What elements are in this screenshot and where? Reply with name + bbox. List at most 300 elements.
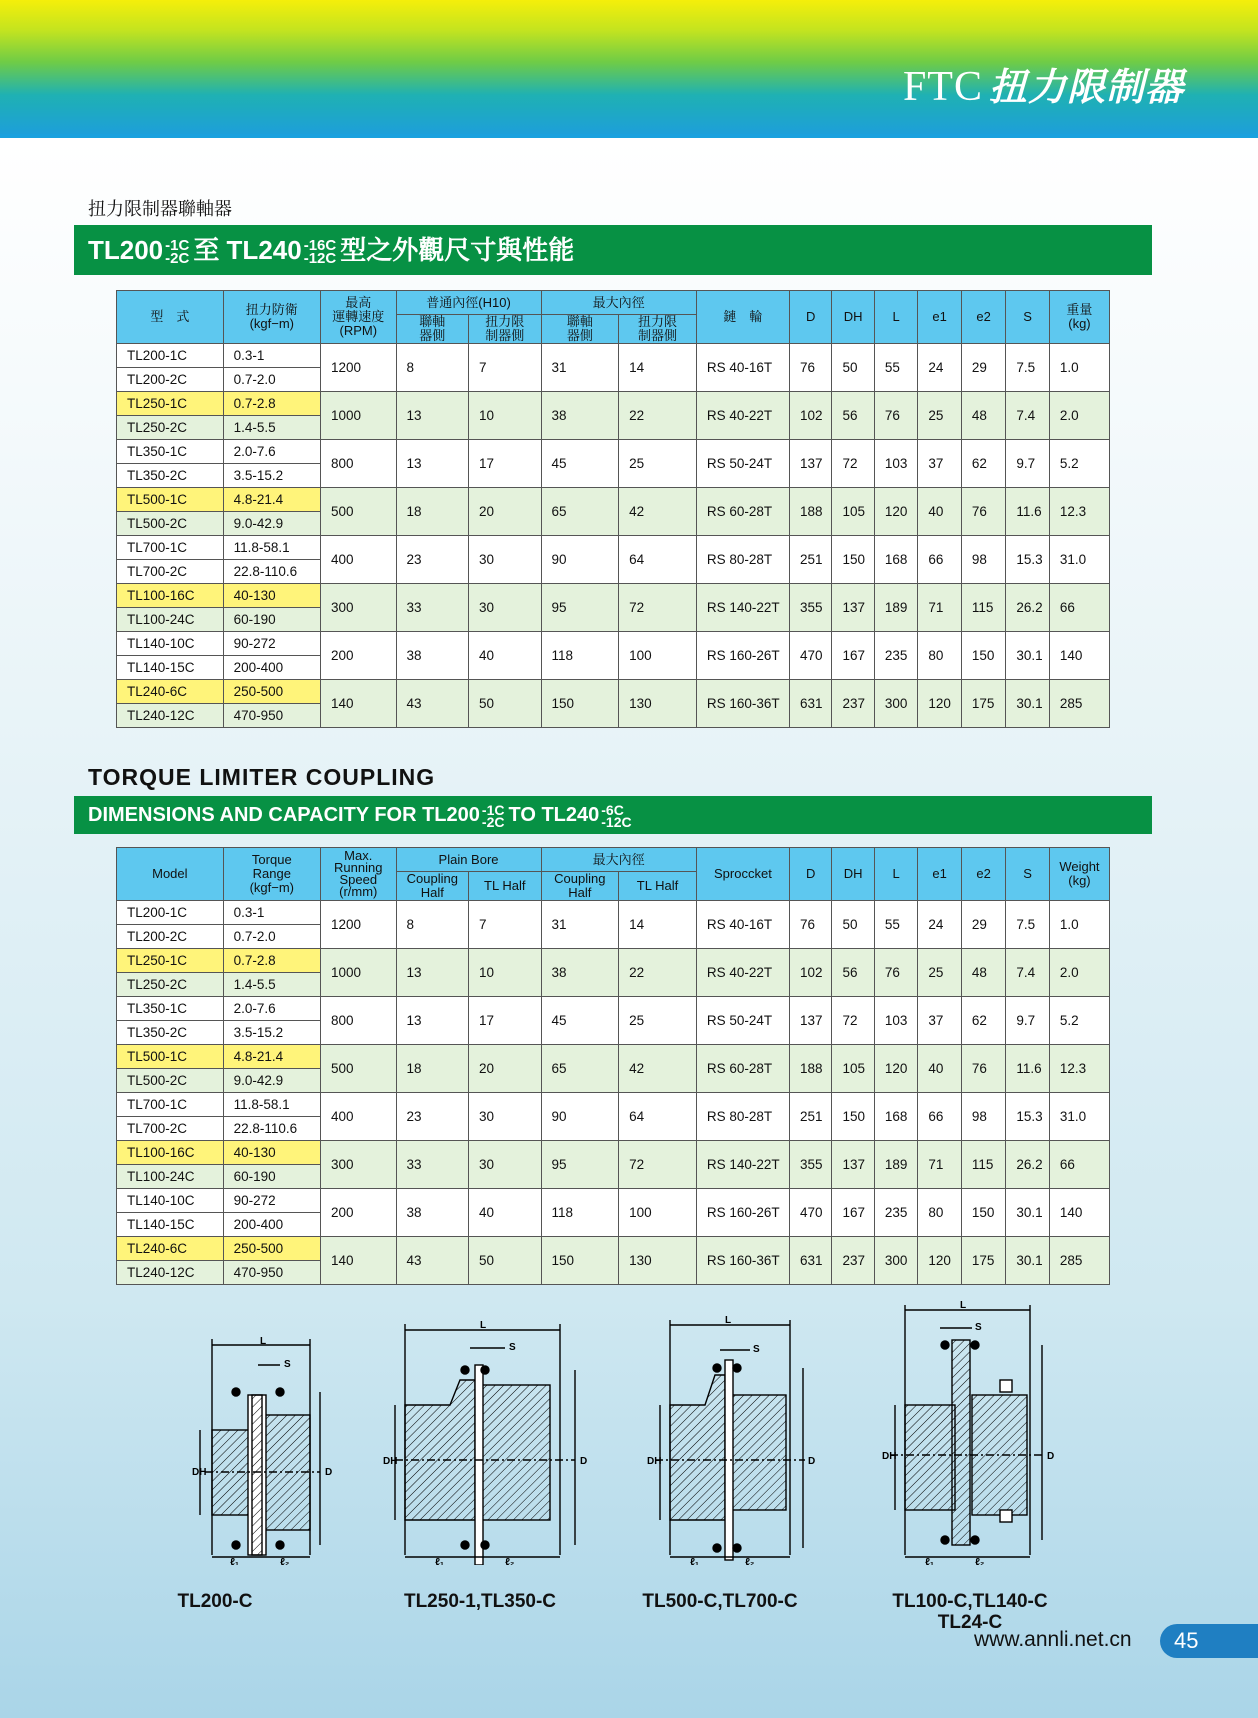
dim-label-S: S — [753, 1344, 760, 1355]
cell-model: TL700-2C — [117, 1117, 224, 1141]
section-bar-en — [74, 796, 1152, 834]
cell-torque: 90-272 — [223, 632, 320, 656]
cell-torque: 4.8-21.4 — [223, 1045, 320, 1069]
brand-name: FTC — [902, 64, 983, 110]
cell-S: 11.6 — [1006, 1045, 1049, 1093]
cell-torque: 250-500 — [223, 1237, 320, 1261]
cell-e2: 29 — [961, 344, 1006, 392]
cell-S: 9.7 — [1006, 440, 1049, 488]
cell-DH: 50 — [832, 344, 874, 392]
table-row — [117, 997, 1110, 1021]
cell-sprocket: RS 80-28T — [696, 536, 789, 584]
cell-torque: 1.4-5.5 — [223, 973, 320, 997]
cell-model: TL140-15C — [117, 1213, 224, 1237]
cell-weight: 2.0 — [1049, 949, 1109, 997]
cell-model: TL200-2C — [117, 925, 224, 949]
col-L: L — [874, 291, 917, 344]
col-e2: e2 — [961, 848, 1006, 901]
cell-weight: 31.0 — [1049, 536, 1109, 584]
cell-pb-t: 50 — [469, 1237, 541, 1285]
cell-model: TL200-2C — [117, 368, 224, 392]
cell-torque: 0.3-1 — [223, 901, 320, 925]
cell-model: TL350-1C — [117, 440, 224, 464]
table-row — [117, 344, 1110, 368]
cell-torque: 470-950 — [223, 1261, 320, 1285]
table-row — [117, 1045, 1110, 1069]
cell-model: TL350-2C — [117, 464, 224, 488]
cell-pb-c: 38 — [396, 1189, 468, 1237]
cell-S: 26.2 — [1006, 584, 1049, 632]
cell-e1: 80 — [918, 632, 961, 680]
cell-model: TL250-1C — [117, 949, 224, 973]
cell-mb-c: 65 — [541, 488, 619, 536]
cell-speed: 300 — [320, 1141, 396, 1189]
cell-S: 30.1 — [1006, 1237, 1049, 1285]
cell-speed: 1200 — [320, 901, 396, 949]
cell-e1: 120 — [918, 680, 961, 728]
table-row — [117, 1093, 1110, 1117]
table-row — [117, 584, 1110, 608]
cell-e1: 66 — [918, 1093, 961, 1141]
cell-e1: 80 — [918, 1189, 961, 1237]
cell-L: 103 — [874, 997, 917, 1045]
cell-mb-t: 22 — [619, 392, 697, 440]
cell-sprocket: RS 160-36T — [696, 680, 789, 728]
cell-speed: 300 — [320, 584, 396, 632]
cell-DH: 237 — [832, 1237, 874, 1285]
cell-DH: 167 — [832, 632, 874, 680]
cell-e2: 76 — [961, 488, 1006, 536]
cell-D: 76 — [790, 344, 832, 392]
dim-label-L: L — [960, 1300, 967, 1311]
cell-e2: 175 — [961, 680, 1006, 728]
cell-pb-t: 40 — [469, 632, 541, 680]
cell-sprocket: RS 160-36T — [696, 1237, 789, 1285]
dim-label-l1: ℓ₁ — [690, 1557, 700, 1565]
cell-D: 137 — [790, 440, 832, 488]
table-row — [117, 488, 1110, 512]
cell-S: 7.5 — [1006, 344, 1049, 392]
cell-L: 235 — [874, 632, 917, 680]
cell-pb-c: 13 — [396, 997, 468, 1045]
cell-pb-t: 10 — [469, 949, 541, 997]
cell-model: TL500-1C — [117, 488, 224, 512]
cell-model: TL350-2C — [117, 1021, 224, 1045]
diagram-label-tl24: TL24-C — [937, 1612, 1003, 1633]
bar-sub2: -16C -12C — [303, 237, 337, 268]
cell-torque: 200-400 — [223, 656, 320, 680]
cell-DH: 237 — [832, 680, 874, 728]
section-caption-zh: 扭力限制器聯軸器 — [88, 199, 232, 219]
cell-weight: 5.2 — [1049, 440, 1109, 488]
col-D: D — [790, 291, 832, 344]
cell-pb-c: 23 — [396, 1093, 468, 1141]
cell-e2: 29 — [961, 901, 1006, 949]
cell-DH: 150 — [832, 1093, 874, 1141]
cell-torque: 470-950 — [223, 704, 320, 728]
cell-DH: 137 — [832, 1141, 874, 1189]
cell-D: 251 — [790, 1093, 832, 1141]
cell-model: TL500-2C — [117, 512, 224, 536]
cell-weight: 285 — [1049, 680, 1109, 728]
cell-speed: 800 — [320, 997, 396, 1045]
cell-torque: 0.3-1 — [223, 344, 320, 368]
diagram-tl250 — [375, 1310, 595, 1565]
cell-pb-t: 40 — [469, 1189, 541, 1237]
cell-speed: 140 — [320, 1237, 396, 1285]
cell-torque: 22.8-110.6 — [223, 560, 320, 584]
col-weight: 重量 (kg) — [1049, 291, 1109, 344]
table-row — [117, 680, 1110, 704]
cell-mb-t: 25 — [619, 440, 697, 488]
brand-title-zh: 扭力限制器 — [988, 65, 1184, 109]
col-L: L — [874, 848, 917, 901]
cell-D: 188 — [790, 488, 832, 536]
cell-sprocket: RS 50-24T — [696, 997, 789, 1045]
cell-mb-t: 42 — [619, 488, 697, 536]
cell-torque: 0.7-2.8 — [223, 392, 320, 416]
cell-e1: 71 — [918, 584, 961, 632]
cell-torque: 4.8-21.4 — [223, 488, 320, 512]
cell-model: TL700-1C — [117, 536, 224, 560]
cell-D: 631 — [790, 680, 832, 728]
cell-pb-c: 8 — [396, 901, 468, 949]
col-speed: Max. Running Speed (r/mm) — [320, 848, 396, 901]
cell-pb-c: 13 — [396, 949, 468, 997]
footer-url[interactable]: www.annli.net.cn — [974, 1628, 1132, 1651]
cell-speed: 500 — [320, 488, 396, 536]
cell-speed: 800 — [320, 440, 396, 488]
cell-weight: 12.3 — [1049, 488, 1109, 536]
cell-e1: 120 — [918, 1237, 961, 1285]
cell-mb-t: 14 — [619, 344, 697, 392]
cell-sprocket: RS 40-16T — [696, 344, 789, 392]
cell-torque: 200-400 — [223, 1213, 320, 1237]
col-e1: e1 — [918, 291, 961, 344]
cell-pb-c: 13 — [396, 392, 468, 440]
cell-pb-t: 30 — [469, 1141, 541, 1189]
cell-model: TL700-2C — [117, 560, 224, 584]
col-mb-tl: TL Half — [619, 872, 697, 901]
cell-e2: 48 — [961, 949, 1006, 997]
cell-e2: 62 — [961, 997, 1006, 1045]
cell-mb-t: 130 — [619, 1237, 697, 1285]
bar-sub2: -6C -12C — [601, 801, 632, 830]
cell-model: TL240-12C — [117, 704, 224, 728]
cell-model: TL100-24C — [117, 1165, 224, 1189]
diagram-label-tl200: TL200-C — [177, 1591, 253, 1612]
cell-D: 470 — [790, 632, 832, 680]
cell-e1: 40 — [918, 1045, 961, 1093]
cell-mb-c: 45 — [541, 997, 619, 1045]
cell-e1: 37 — [918, 997, 961, 1045]
cell-sprocket: RS 160-26T — [696, 1189, 789, 1237]
col-pb-coupling: Coupling Half — [396, 872, 468, 901]
cell-e2: 150 — [961, 632, 1006, 680]
col-max-bore: 最大內徑 — [541, 848, 696, 872]
cell-mb-c: 65 — [541, 1045, 619, 1093]
cell-mb-t: 64 — [619, 1093, 697, 1141]
cell-pb-c: 33 — [396, 584, 468, 632]
section-bar-zh — [74, 225, 1152, 275]
cell-DH: 72 — [832, 997, 874, 1045]
cell-DH: 167 — [832, 1189, 874, 1237]
cell-e1: 24 — [918, 344, 961, 392]
cell-S: 11.6 — [1006, 488, 1049, 536]
col-pb-coupling: 聯軸 器側 — [396, 315, 468, 344]
col-mb-tl: 扭力限 制器側 — [619, 315, 697, 344]
spec-table-en — [116, 847, 1110, 1285]
table-row — [117, 1237, 1110, 1261]
cell-torque: 1.4-5.5 — [223, 416, 320, 440]
cell-speed: 1200 — [320, 344, 396, 392]
col-sprocket: Sproccket — [696, 848, 789, 901]
cell-e1: 40 — [918, 488, 961, 536]
cell-sprocket: RS 140-22T — [696, 584, 789, 632]
cell-torque: 0.7-2.0 — [223, 925, 320, 949]
bar-sub1: -1C -2C — [165, 237, 190, 268]
cell-model: TL500-1C — [117, 1045, 224, 1069]
cell-D: 355 — [790, 1141, 832, 1189]
col-model: 型 式 — [117, 291, 224, 344]
col-e1: e1 — [918, 848, 961, 901]
cell-model: TL100-16C — [117, 1141, 224, 1165]
cell-torque: 0.7-2.8 — [223, 949, 320, 973]
cell-model: TL700-1C — [117, 1093, 224, 1117]
cell-DH: 72 — [832, 440, 874, 488]
cell-weight: 1.0 — [1049, 901, 1109, 949]
cell-speed: 200 — [320, 1189, 396, 1237]
cell-pb-t: 50 — [469, 680, 541, 728]
cell-L: 103 — [874, 440, 917, 488]
cell-pb-c: 13 — [396, 440, 468, 488]
cell-pb-t: 17 — [469, 997, 541, 1045]
cell-L: 189 — [874, 1141, 917, 1189]
col-mb-coupling: Coupling Half — [541, 872, 619, 901]
cell-DH: 56 — [832, 949, 874, 997]
cell-e2: 175 — [961, 1237, 1006, 1285]
cell-DH: 150 — [832, 536, 874, 584]
cell-torque: 9.0-42.9 — [223, 512, 320, 536]
bar-prefix: TL200 — [88, 235, 164, 265]
table-row — [117, 1189, 1110, 1213]
diagram-tl100 — [860, 1300, 1060, 1565]
dim-label-l1: ℓ₁ — [925, 1557, 935, 1565]
cell-model: TL100-24C — [117, 608, 224, 632]
cell-e2: 98 — [961, 536, 1006, 584]
cell-model: TL250-1C — [117, 392, 224, 416]
cell-sprocket: RS 160-26T — [696, 632, 789, 680]
diagram-tl200 — [180, 1335, 340, 1565]
cell-e2: 48 — [961, 392, 1006, 440]
cell-L: 120 — [874, 488, 917, 536]
cell-S: 7.5 — [1006, 901, 1049, 949]
cell-speed: 140 — [320, 680, 396, 728]
col-S: S — [1006, 848, 1049, 901]
col-S: S — [1006, 291, 1049, 344]
cell-pb-c: 23 — [396, 536, 468, 584]
cell-model: TL250-2C — [117, 973, 224, 997]
header-title — [903, 56, 1184, 111]
cell-D: 631 — [790, 1237, 832, 1285]
cell-mb-c: 150 — [541, 1237, 619, 1285]
cell-e1: 71 — [918, 1141, 961, 1189]
section-caption-en: TORQUE LIMITER COUPLING — [88, 764, 436, 790]
dim-label-S: S — [509, 1342, 516, 1353]
cell-pb-t: 30 — [469, 1093, 541, 1141]
cell-mb-c: 45 — [541, 440, 619, 488]
cell-mb-c: 90 — [541, 536, 619, 584]
cell-S: 7.4 — [1006, 392, 1049, 440]
cell-L: 168 — [874, 536, 917, 584]
bar-mid: 至 TL240 — [193, 235, 302, 265]
cell-pb-c: 18 — [396, 1045, 468, 1093]
cell-D: 470 — [790, 1189, 832, 1237]
cell-S: 26.2 — [1006, 1141, 1049, 1189]
cell-mb-t: 72 — [619, 584, 697, 632]
cell-pb-t: 20 — [469, 1045, 541, 1093]
dim-label-D: D — [1047, 1451, 1055, 1462]
dim-label-l2: ℓ₂ — [505, 1557, 515, 1565]
cell-D: 102 — [790, 949, 832, 997]
col-pb-tl: TL Half — [469, 872, 541, 901]
cell-pb-t: 10 — [469, 392, 541, 440]
cell-e2: 98 — [961, 1093, 1006, 1141]
cell-torque: 3.5-15.2 — [223, 1021, 320, 1045]
cell-mb-c: 31 — [541, 344, 619, 392]
cell-model: TL140-10C — [117, 1189, 224, 1213]
cell-e1: 24 — [918, 901, 961, 949]
cell-pb-c: 8 — [396, 344, 468, 392]
cell-model: TL500-2C — [117, 1069, 224, 1093]
diagram-label-tl100: TL100-C,TL140-C — [892, 1591, 1048, 1612]
col-max-bore: 最大內徑 — [541, 291, 696, 315]
cell-mb-t: 130 — [619, 680, 697, 728]
bar-sub1: -1C -2C — [481, 801, 505, 830]
cell-pb-c: 18 — [396, 488, 468, 536]
cell-DH: 137 — [832, 584, 874, 632]
cell-L: 189 — [874, 584, 917, 632]
cell-model: TL240-6C — [117, 1237, 224, 1261]
cell-e2: 62 — [961, 440, 1006, 488]
cell-mb-t: 64 — [619, 536, 697, 584]
dim-label-L: L — [725, 1315, 732, 1326]
cell-e1: 66 — [918, 536, 961, 584]
cell-e2: 76 — [961, 1045, 1006, 1093]
cell-sprocket: RS 40-22T — [696, 392, 789, 440]
table-row — [117, 1141, 1110, 1165]
col-DH: DH — [832, 291, 874, 344]
dim-label-DH: DH — [882, 1451, 897, 1462]
col-DH: DH — [832, 848, 874, 901]
dim-label-DH: DH — [647, 1456, 662, 1467]
cell-model: TL140-15C — [117, 656, 224, 680]
cell-mb-c: 95 — [541, 584, 619, 632]
col-speed: 最高 運轉速度 (RPM) — [320, 291, 396, 344]
cell-torque: 3.5-15.2 — [223, 464, 320, 488]
cell-model: TL100-16C — [117, 584, 224, 608]
cell-pb-t: 17 — [469, 440, 541, 488]
cell-mb-c: 38 — [541, 949, 619, 997]
cell-mb-c: 95 — [541, 1141, 619, 1189]
cell-torque: 11.8-58.1 — [223, 536, 320, 560]
cell-torque: 22.8-110.6 — [223, 1117, 320, 1141]
cell-weight: 31.0 — [1049, 1093, 1109, 1141]
dim-label-l2: ℓ₂ — [975, 1557, 985, 1565]
cell-speed: 500 — [320, 1045, 396, 1093]
cell-D: 355 — [790, 584, 832, 632]
cell-S: 30.1 — [1006, 632, 1049, 680]
cell-sprocket: RS 40-16T — [696, 901, 789, 949]
cell-mb-t: 100 — [619, 1189, 697, 1237]
cell-L: 55 — [874, 344, 917, 392]
dim-label-S: S — [284, 1359, 291, 1370]
cell-pb-c: 33 — [396, 1141, 468, 1189]
cell-pb-t: 30 — [469, 536, 541, 584]
cell-S: 30.1 — [1006, 1189, 1049, 1237]
cell-torque: 40-130 — [223, 584, 320, 608]
cell-e1: 25 — [918, 392, 961, 440]
dim-label-D: D — [808, 1456, 816, 1467]
col-torque: Torque Range (kgf−m) — [223, 848, 320, 901]
cell-e1: 37 — [918, 440, 961, 488]
cell-torque: 60-190 — [223, 1165, 320, 1189]
dim-label-D: D — [580, 1456, 588, 1467]
cell-weight: 140 — [1049, 632, 1109, 680]
cell-model: TL240-12C — [117, 1261, 224, 1285]
cell-pb-c: 43 — [396, 680, 468, 728]
cell-mb-t: 14 — [619, 901, 697, 949]
col-sprocket: 鏈 輪 — [696, 291, 789, 344]
cell-model: TL250-2C — [117, 416, 224, 440]
cell-mb-t: 22 — [619, 949, 697, 997]
dim-label-S: S — [975, 1322, 982, 1333]
cell-speed: 400 — [320, 536, 396, 584]
diagram-label-tl500: TL500-C,TL700-C — [642, 1591, 798, 1612]
cell-model: TL240-6C — [117, 680, 224, 704]
cell-torque: 40-130 — [223, 1141, 320, 1165]
cell-L: 168 — [874, 1093, 917, 1141]
cell-e1: 25 — [918, 949, 961, 997]
cell-sprocket: RS 60-28T — [696, 1045, 789, 1093]
cell-weight: 5.2 — [1049, 997, 1109, 1045]
cell-pb-t: 30 — [469, 584, 541, 632]
cell-weight: 285 — [1049, 1237, 1109, 1285]
cell-mb-c: 118 — [541, 1189, 619, 1237]
cell-DH: 105 — [832, 1045, 874, 1093]
cell-pb-t: 7 — [469, 901, 541, 949]
cell-model: TL350-1C — [117, 997, 224, 1021]
dim-label-l1: ℓ₁ — [230, 1557, 240, 1565]
dim-label-l2: ℓ₂ — [280, 1557, 290, 1565]
cell-weight: 12.3 — [1049, 1045, 1109, 1093]
cell-e2: 150 — [961, 1189, 1006, 1237]
cell-L: 55 — [874, 901, 917, 949]
cell-L: 235 — [874, 1189, 917, 1237]
page-number: 45 — [1160, 1624, 1258, 1658]
cell-weight: 2.0 — [1049, 392, 1109, 440]
cell-e2: 115 — [961, 1141, 1006, 1189]
cell-model: TL200-1C — [117, 344, 224, 368]
table-row — [117, 949, 1110, 973]
table-row — [117, 632, 1110, 656]
cell-pb-c: 38 — [396, 632, 468, 680]
cell-pb-t: 20 — [469, 488, 541, 536]
dim-label-DH: DH — [383, 1456, 398, 1467]
cell-weight: 66 — [1049, 1141, 1109, 1189]
cell-torque: 0.7-2.0 — [223, 368, 320, 392]
col-weight: Weight (kg) — [1049, 848, 1109, 901]
